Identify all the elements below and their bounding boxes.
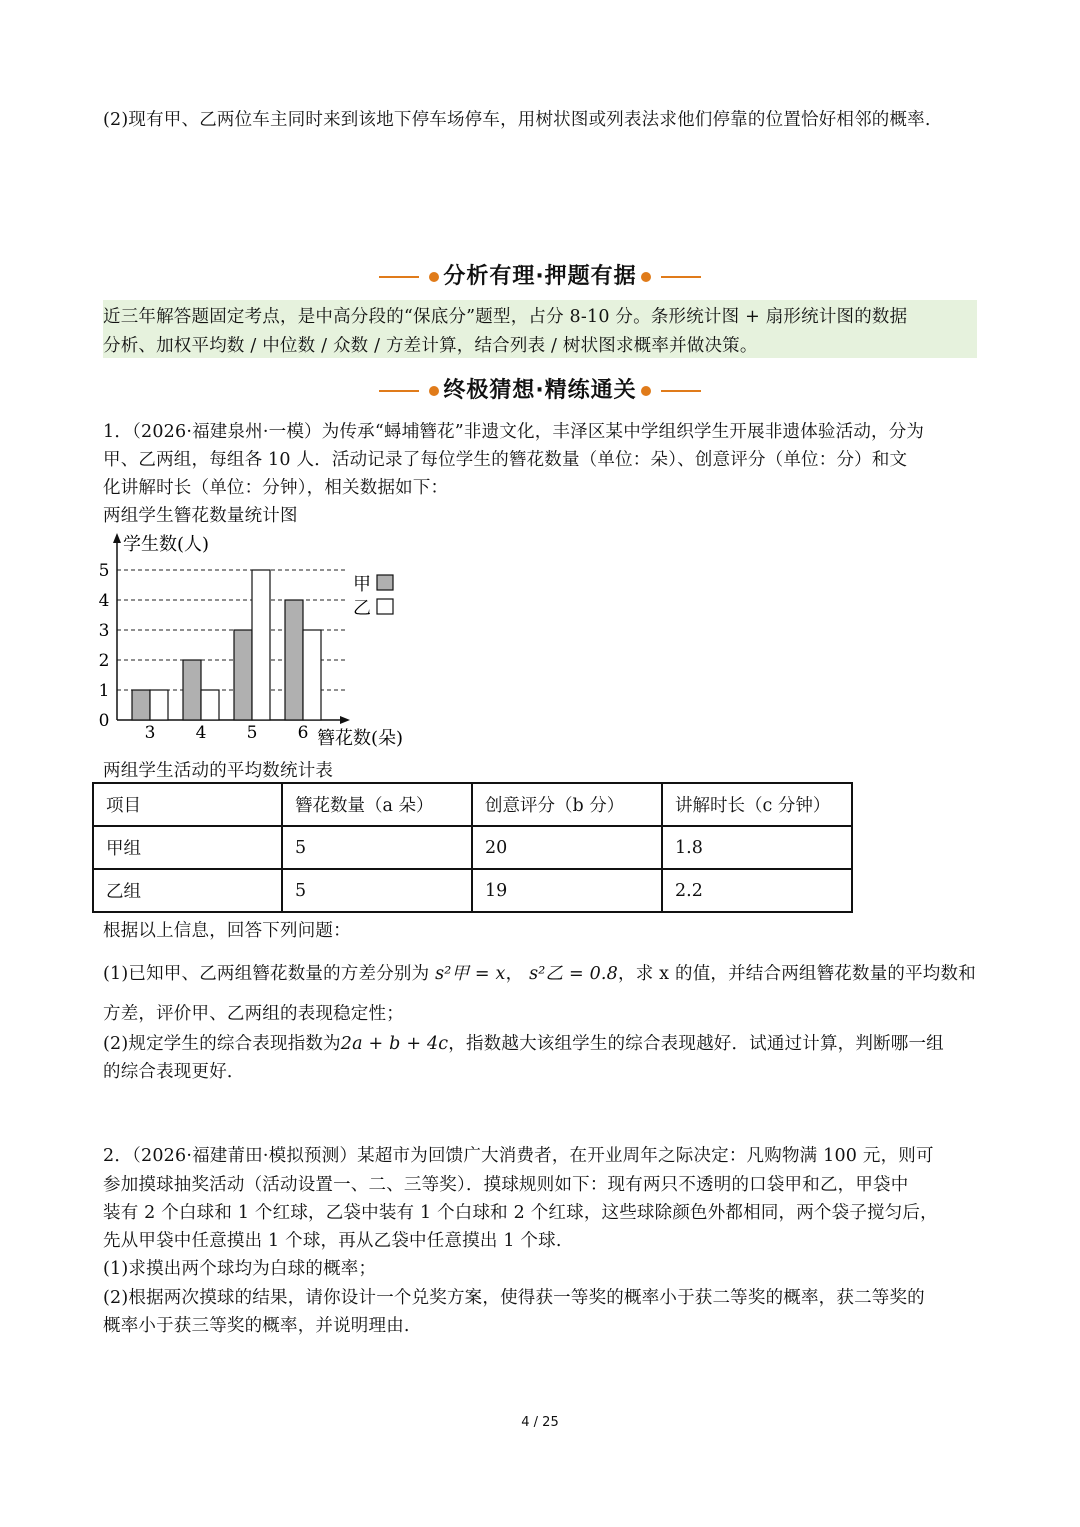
table-header-row	[93, 783, 852, 826]
variance-formula: s²乙 = 0.8	[529, 964, 619, 984]
table-cell: 5	[282, 869, 472, 912]
sub-question-text: (2)根据两次摸球的结果，请你设计一个兑奖方案，使得获一等奖的概率小于获二等奖的概率，获二等奖的	[103, 1288, 925, 1308]
section-heading-analysis	[0, 259, 1080, 290]
chart-caption: 两组学生簪花数量统计图	[103, 506, 298, 526]
table-row	[93, 826, 852, 869]
section-heading-practice	[0, 373, 1080, 404]
question-line: 2．（2026·福建莆田·模拟预测）某超市为回馈广大消费者，在开业周年之际决定：凡购物满 100 元，则可	[103, 1146, 934, 1166]
table-cell: 乙组	[93, 869, 282, 912]
page-number: 4 / 25	[521, 1415, 559, 1430]
question-line: 装有 2 个白球和 1 个红球，乙袋中装有 1 个白球和 2 个红球，这些球除颜色外都相同，两个袋子搅匀后，	[103, 1203, 938, 1223]
decorative-line-icon	[379, 276, 419, 278]
decorative-line-icon	[661, 390, 701, 392]
bar-甲	[234, 630, 252, 720]
question-line: 先从甲袋中任意摸出 1 个球，再从乙袋中任意摸出 1 个球.	[103, 1231, 562, 1251]
table-header-cell: 簪花数量（a 朵）	[282, 783, 472, 826]
section-title: 终极猜想·精练通关	[443, 378, 637, 403]
bar-乙	[150, 690, 168, 720]
x-tick-label: 3	[144, 723, 156, 743]
sub-question-text: ，指数越大该组学生的综合表现越好．试通过计算，判断哪一组	[448, 1034, 944, 1054]
legend-swatch	[377, 599, 393, 614]
sub-question-text: 概率小于获三等奖的概率，并说明理由.	[103, 1316, 410, 1336]
x-axis-label: 簪花数(朵)	[317, 728, 404, 749]
sub-question-text: (1)求摸出两个球均为白球的概率；	[103, 1259, 377, 1279]
decorative-line-icon	[379, 390, 419, 392]
table-cell: 甲组	[93, 826, 282, 869]
y-axis-arrow-icon	[113, 533, 121, 543]
prompt-text: 根据以上信息，回答下列问题：	[103, 921, 351, 941]
section-title: 分析有理·押题有据	[443, 264, 637, 289]
dot-icon	[429, 272, 439, 282]
question-line: 1．（2026·福建泉州·一模）为传承“蟳埔簪花”非遗文化，丰泽区某中学组织学生开展非遗体验活动，分为	[103, 422, 925, 442]
sub-question-1: (1)已知甲、乙两组簪花数量的方差分别为 s²甲 = x， s²乙 = 0.8，求 x 的值，并结合两组簪花数量的平均数和	[103, 964, 976, 984]
question-line: 甲、乙两组，每组各 10 人．活动记录了每位学生的簪花数量（单位：朵）、创意评分（单位：分）和文	[103, 450, 908, 470]
bar-乙	[252, 570, 270, 720]
analysis-line: 分析、加权平均数 / 中位数 / 众数 / 方差计算，结合列表 / 树状图求概率并做决策。	[103, 336, 758, 356]
question-line: 参加摸球抽奖活动（活动设置一、二、三等奖）．摸球规则如下：现有两只不透明的口袋甲和乙，甲袋中	[103, 1175, 909, 1195]
sub-question-text: (1)已知甲、乙两组簪花数量的方差分别为	[103, 964, 430, 984]
bar-chart	[95, 528, 435, 753]
variance-formula: s²甲 = x	[435, 964, 506, 984]
x-tick-label: 4	[195, 723, 207, 743]
legend-label: 甲	[353, 574, 371, 595]
bar-甲	[285, 600, 303, 720]
dot-icon	[641, 272, 651, 282]
table-cell: 2.2	[662, 869, 852, 912]
table-header-cell: 讲解时长（c 分钟）	[662, 783, 852, 826]
y-tick-label: 0	[98, 711, 110, 731]
x-tick-label: 5	[246, 723, 258, 743]
bar-乙	[201, 690, 219, 720]
legend-swatch	[377, 575, 393, 590]
sub-question-text: 的综合表现更好．	[103, 1062, 245, 1082]
table-cell: 1.8	[662, 826, 852, 869]
sub-question-text: 方差，评价甲、乙两组的表现稳定性；	[103, 1004, 404, 1024]
bar-甲	[183, 660, 201, 720]
table-caption: 两组学生活动的平均数统计表	[103, 761, 334, 781]
y-tick-label: 1	[98, 681, 110, 701]
sub-question-text: ，求 x 的值，并结合两组簪花数量的平均数和	[618, 964, 976, 984]
y-tick-label: 5	[98, 561, 110, 581]
y-tick-label: 3	[98, 621, 110, 641]
question-line: 化讲解时长（单位：分钟），相关数据如下：	[103, 478, 449, 498]
legend-label: 乙	[353, 598, 371, 619]
dot-icon	[641, 386, 651, 396]
decorative-line-icon	[661, 276, 701, 278]
table-header-cell: 项目	[93, 783, 282, 826]
sub-question-2	[103, 1030, 944, 1055]
table-cell: 19	[472, 869, 662, 912]
y-tick-label: 2	[98, 651, 110, 671]
index-formula: 2a + b + 4c	[340, 1034, 449, 1054]
table-header-cell: 创意评分（b 分）	[472, 783, 662, 826]
sub-question-text: (2)规定学生的综合表现指数为	[103, 1034, 341, 1054]
y-axis-label: 学生数(人)	[123, 534, 210, 555]
analysis-line: 近三年解答题固定考点，是中高分段的“保底分”题型，占分 8-10 分。条形统计图 + 扇形统计图的数据	[103, 307, 908, 327]
table-cell: 20	[472, 826, 662, 869]
table-cell: 5	[282, 826, 472, 869]
question-text: (2)现有甲、乙两位车主同时来到该地下停车场停车，用树状图或列表法求他们停靠的位置恰好相邻的概率.	[103, 110, 931, 130]
y-tick-label: 4	[98, 591, 110, 611]
dot-icon	[429, 386, 439, 396]
bar-甲	[132, 690, 150, 720]
x-axis-arrow-icon	[340, 716, 350, 724]
x-tick-label: 6	[297, 723, 309, 743]
bar-乙	[303, 630, 321, 720]
average-table	[92, 782, 853, 913]
table-row	[93, 869, 852, 912]
